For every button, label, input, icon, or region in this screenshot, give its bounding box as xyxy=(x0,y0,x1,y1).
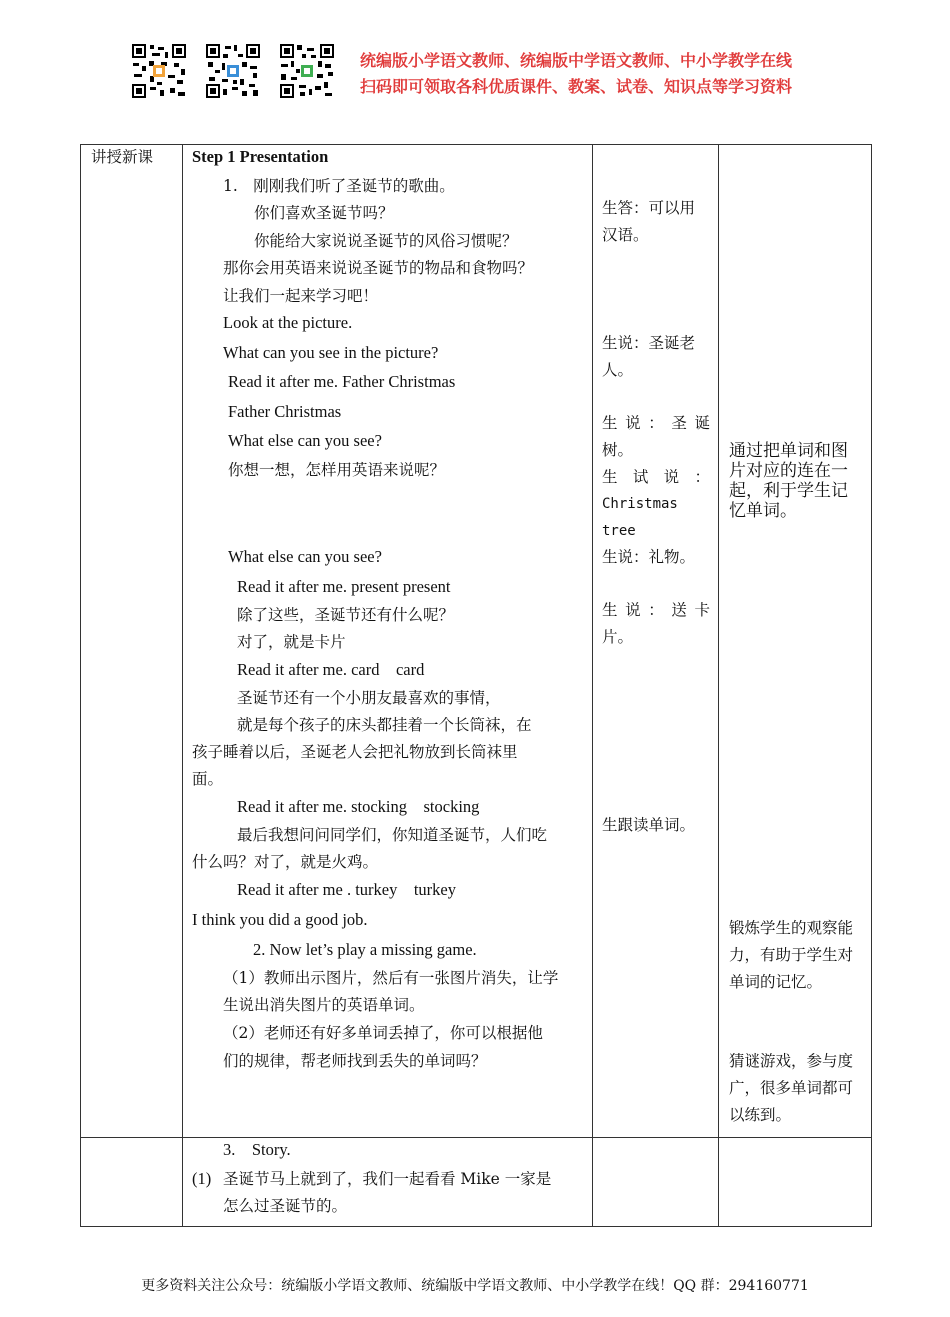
banner-line-2: 扫码即可领取各科优质课件、教案、试卷、知识点等学习资料 xyxy=(360,77,793,96)
lesson-plan-table xyxy=(80,144,872,1227)
qr-code-icon xyxy=(130,42,188,100)
student-line: 生说：礼物。 xyxy=(602,548,696,566)
story-line: 怎么过圣诞节的。 xyxy=(223,1197,348,1215)
content-line: Read it after me. stocking stocking xyxy=(237,797,480,816)
content-line: 除了这些，圣诞节还有什么呢？ xyxy=(237,606,455,624)
section-label: 讲授新课 xyxy=(91,148,154,166)
section-label-cell xyxy=(81,145,183,1138)
header-banner xyxy=(360,48,792,100)
table-row xyxy=(81,1138,872,1227)
student-line: Christmas xyxy=(602,496,678,512)
student-line: 生说：圣诞老 xyxy=(602,334,696,352)
content-line: Read it after me. Father Christmas xyxy=(228,372,456,391)
content-line: 最后我想问问同学们，你知道圣诞节，人们吃 xyxy=(237,826,548,844)
content-line: Father Christmas xyxy=(228,402,342,421)
content-line: 孩子睡着以后，圣诞老人会把礼物放到长筒袜里 xyxy=(192,743,518,761)
design-intent-cell xyxy=(719,145,872,1138)
student-line: 生跟读单词。 xyxy=(602,816,696,834)
student-activity-cell xyxy=(593,1138,719,1227)
story-number: (1) xyxy=(192,1169,212,1188)
content-line: 那你会用英语来说说圣诞节的物品和食物吗？ xyxy=(223,259,534,277)
design-intent-note: 锻炼学生的观察能力，有助于学生对单词的记忆。 xyxy=(729,919,854,991)
qr-code-icon xyxy=(204,42,262,100)
step-title: Step 1 Presentation xyxy=(192,147,329,166)
story-cell xyxy=(183,1138,593,1227)
content-line: （1）教师出示图片，然后有一张图片消失，让学 xyxy=(223,969,559,987)
student-line: 汉语。 xyxy=(602,226,649,244)
student-line: 人。 xyxy=(602,361,634,379)
content-line: 就是每个孩子的床头都挂着一个长筒袜，在 xyxy=(237,716,532,734)
content-line: 们的规律，帮老师找到丢失的单词吗？ xyxy=(223,1052,487,1070)
content-line: I think you did a good job. xyxy=(192,910,368,929)
student-line: 生答：可以用 xyxy=(602,199,696,217)
content-line: Read it after me . turkey turkey xyxy=(237,880,457,899)
content-line: Look at the picture. xyxy=(223,313,353,332)
content-line: 2. Now let’s play a missing game. xyxy=(253,940,477,959)
content-line: 你想一想，怎样用英语来说呢？ xyxy=(228,461,446,479)
footer-text: 更多资料关注公众号：统编版小学语文教师、统编版中学语文教师、中小学教学在线！QQ 群：294160771 xyxy=(141,1278,809,1294)
student-activity-cell xyxy=(593,145,719,1138)
student-line: tree xyxy=(602,523,636,539)
content-line: What can you see in the picture? xyxy=(223,343,439,362)
content-line: 生说出消失图片的英语单词。 xyxy=(223,996,425,1014)
content-line: Read it after me. present present xyxy=(237,577,451,596)
design-intent-cell xyxy=(719,1138,872,1227)
content-line: What else can you see? xyxy=(228,431,382,450)
content-line: （2）老师还有好多单词丢掉了，你可以根据他 xyxy=(223,1024,543,1042)
banner-line-1: 统编版小学语文教师、统编版中学语文教师、中小学教学在线 xyxy=(360,51,793,70)
qr-code-icon xyxy=(278,42,336,100)
student-line: 生说：送卡 xyxy=(602,601,710,619)
content-line: 面。 xyxy=(192,770,224,788)
student-line: 生说：圣诞 xyxy=(602,414,710,432)
content-line: 对了，就是卡片 xyxy=(237,633,346,651)
content-line: 让我们一起来学习吧！ xyxy=(223,287,379,305)
content-line: 什么吗？对了，就是火鸡。 xyxy=(192,853,379,871)
content-line: 你们喜欢圣诞节吗？ xyxy=(254,204,394,222)
content-line: What else can you see? xyxy=(228,547,382,566)
student-line: 片。 xyxy=(602,628,634,646)
content-line: 1. 刚刚我们听了圣诞节的歌曲。 xyxy=(223,177,455,195)
design-intent-note: 通过把单词和图片对应的连在一起，利于学生记忆单词。 xyxy=(729,441,848,521)
section-label-cell xyxy=(81,1138,183,1227)
content-line: 圣诞节还有一个小朋友最喜欢的事情， xyxy=(237,689,501,707)
design-intent-note: 猜谜游戏，参与度广，很多单词都可以练到。 xyxy=(729,1052,854,1124)
content-line: Read it after me. card card xyxy=(237,660,425,679)
teaching-content-cell xyxy=(183,145,593,1138)
table-row xyxy=(81,145,872,1138)
content-line: 你能给大家说说圣诞节的风俗习惯呢？ xyxy=(254,232,518,250)
student-line: 树。 xyxy=(602,441,634,459)
student-line: 生试说： xyxy=(602,468,710,486)
story-title: 3. Story. xyxy=(223,1140,291,1159)
story-line: 圣诞节马上就到了，我们一起看看 Mike 一家是 xyxy=(223,1170,552,1188)
